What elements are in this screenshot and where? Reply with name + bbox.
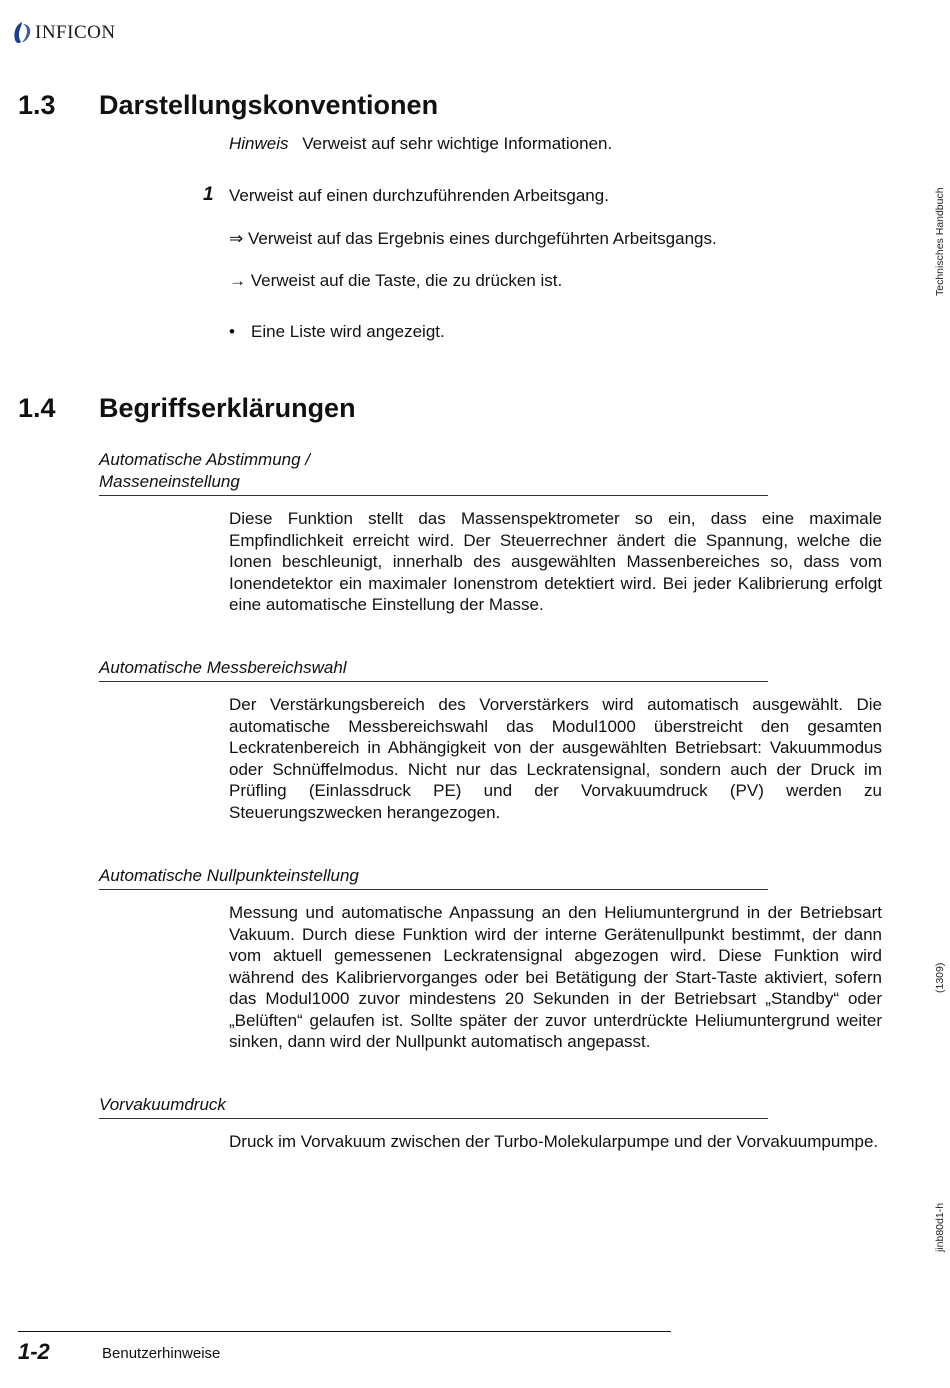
inficon-logo-icon: [13, 21, 33, 45]
step-number: 1: [203, 184, 214, 205]
section-title: Darstellungskonventionen: [99, 90, 439, 120]
term-title: [99, 449, 310, 492]
section-number: 1.3: [18, 90, 56, 120]
manual-label: Technisches Handbuch: [934, 187, 946, 296]
section-number: 1.4: [18, 393, 56, 423]
brand-name: INFICON: [35, 22, 116, 43]
note-text: Verweist auf sehr wichtige Informationen.: [302, 134, 613, 153]
term-title-line: Automatische Abstimmung /: [99, 450, 311, 469]
key-line: [229, 270, 562, 292]
term-definition: Der Verstärkungsbereich des Vorverstärkers wird automatisch ausgewählt. Die automatische Messbereichswahl das Modul1000 überstreicht den gesamten Leckratenbereich in Abhängigkeit von der ausgewählten Betriebsart: Vakuummodus oder Schnüffelmodus. Nicht nur das Leckratensignal, sondern auch der Druck im Prüfling (Einlassdruck PE) und der Vorvakuumdruck (PV) werden zu Steuerungszwecken herangezogen.: [229, 695, 882, 822]
inficon-logo: [13, 21, 116, 45]
date-code: (1309): [934, 962, 946, 993]
term-divider: [99, 1118, 768, 1119]
footer-rule: [18, 1331, 671, 1332]
section-title: Begriffserklärungen: [99, 393, 356, 423]
note-line: [229, 133, 612, 155]
term-title: Automatische Messbereichswahl: [99, 658, 347, 677]
key-text: Verweist auf die Taste, die zu drücken ist.: [250, 271, 563, 290]
page-number: 1-2: [18, 1339, 50, 1364]
bullet-icon: •: [229, 322, 235, 341]
term-divider: [99, 889, 768, 890]
term-divider: [99, 495, 768, 496]
chapter-name: Benutzerhinweise: [102, 1345, 221, 1362]
step-text: Verweist auf einen durchzuführenden Arbeitsgang.: [229, 186, 609, 205]
bullet-text: Eine Liste wird angezeigt.: [251, 322, 445, 341]
section-heading-1-4: [18, 393, 618, 427]
term-definition: Druck im Vorvakuum zwischen der Turbo-Molekularpumpe und der Vorvakuumpumpe.: [229, 1132, 879, 1151]
term-title-line: Masseneinstellung: [99, 471, 240, 491]
result-arrow-icon: ⇒: [229, 229, 244, 248]
term-definition: Messung und automatische Anpassung an den Heliumuntergrund in der Betriebsart Vakuum. Durch diese Funktion wird der interne Gerätenullpunkt bestimmt, der dann vom aktuell gemessenen Leckratensignal abgezogen wird. Diese Funktion wird während des Kalibriervorganges oder bei Betätigung der Start-Taste aktiviert, sofern das Modul1000 zuvor mindestens 20 Sekunden in der Betriebsart „Standby“ oder „Belüften“ gelaufen ist. Sollte später der zuvor unterdrückte Heliumuntergrund weiter sinken, dann wird der Nullpunkt automatisch angepasst.: [229, 903, 882, 1051]
doc-id: jinb80d1-h: [934, 1202, 946, 1252]
term-title: Vorvakuumdruck: [99, 1095, 226, 1114]
term-definition: Diese Funktion stellt das Massenspektrometer so ein, dass eine maximale Empfindlichkeit erreicht wird. Der Steuerrechner ändert die Spannung, welche die Ionen beschleunigt, innerhalb des ausgewählten Massenbereiches so, dass vom Ionendetektor ein maximaler Ionenstrom detektiert wird. Bei jeder Kalibrierung erfolgt eine automatische Einstellung der Masse.: [229, 509, 882, 614]
note-label: Hinweis: [229, 134, 289, 153]
result-line: [229, 228, 717, 250]
bullet-line: [229, 321, 445, 343]
key-arrow-icon: →: [229, 271, 246, 290]
term-divider: [99, 681, 768, 682]
section-heading-1-3: [18, 90, 618, 124]
term-title: Automatische Nullpunkteinstellung: [99, 866, 359, 885]
result-text: Verweist auf das Ergebnis eines durchgeführten Arbeitsgangs.: [247, 229, 717, 248]
